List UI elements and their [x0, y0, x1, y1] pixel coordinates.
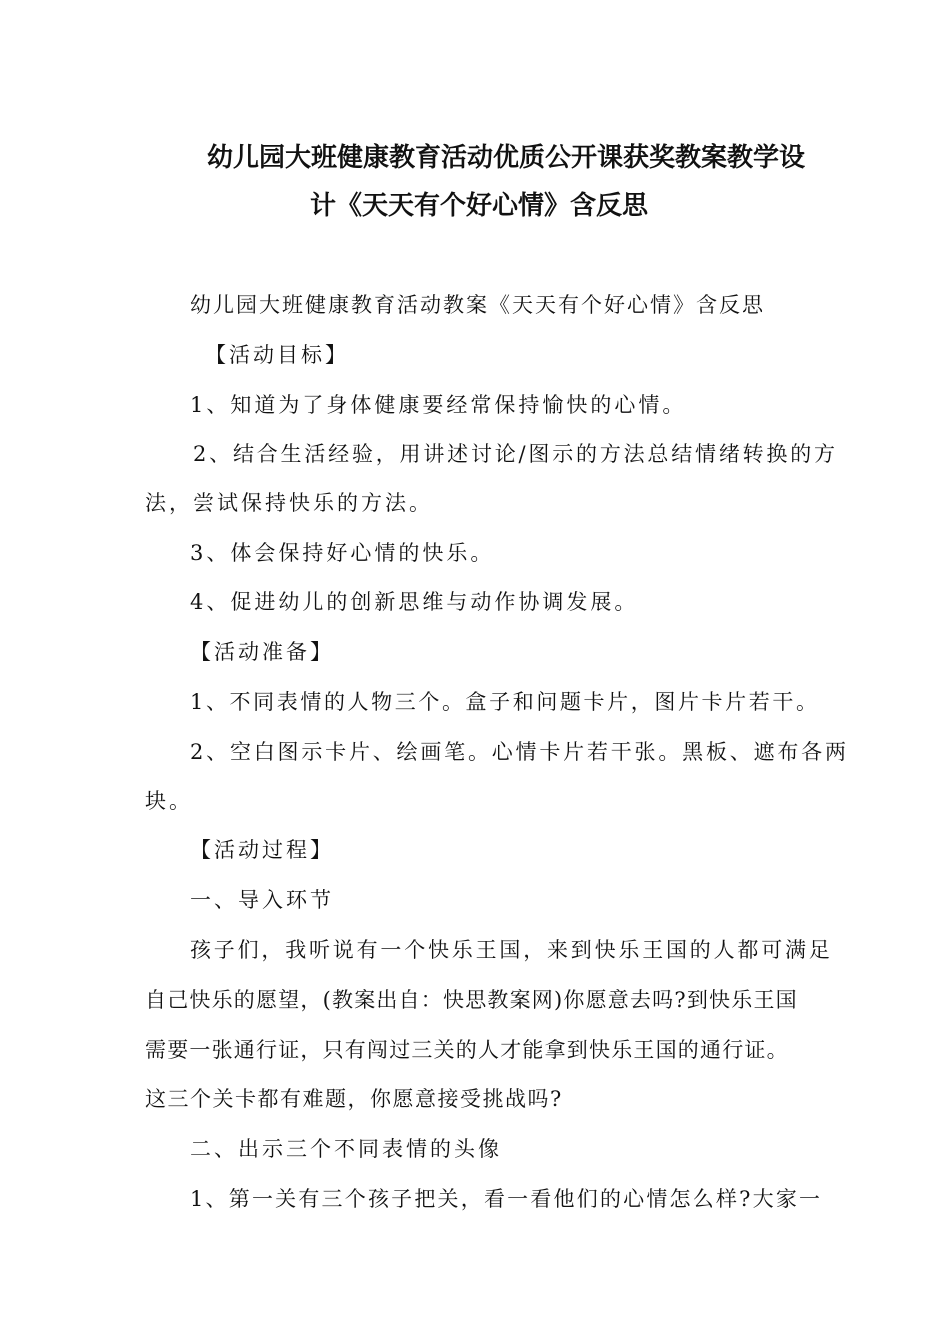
goal-item-1: 1、知道为了身体健康要经常保持愉快的心情。 — [190, 393, 687, 417]
step-2-heading: 二、出示三个不同表情的头像 — [190, 1137, 502, 1161]
section-heading-preparation: 【活动准备】 — [190, 640, 334, 664]
section-heading-goals: 【活动目标】 — [205, 343, 349, 367]
prep-item-2-line-2: 块。 — [145, 789, 193, 813]
paragraph-1-line-3: 需要一张通行证，只有闯过三关的人才能拿到快乐王国的通行证。 — [145, 1038, 789, 1062]
prep-item-2-line-1: 2、空白图示卡片、绘画笔。心情卡片若干张。黑板、遮布各两 — [190, 740, 849, 764]
goal-item-3: 3、体会保持好心情的快乐。 — [190, 541, 495, 565]
paragraph-1-line-4: 这三个关卡都有难题，你愿意接受挑战吗? — [145, 1087, 563, 1111]
paragraph-1-line-2: 自己快乐的愿望，(教案出自：快思教案网)你愿意去吗?到快乐王国 — [145, 988, 798, 1012]
step-1-heading: 一、导入环节 — [190, 888, 334, 912]
document-subtitle: 幼儿园大班健康教育活动教案《天天有个好心情》含反思 — [190, 293, 765, 317]
prep-item-1: 1、不同表情的人物三个。盒子和问题卡片，图片卡片若干。 — [190, 690, 820, 714]
goal-item-4: 4、促进幼儿的创新思维与动作协调发展。 — [190, 590, 639, 614]
paragraph-2-line-1: 1、第一关有三个孩子把关，看一看他们的心情怎么样?大家一 — [190, 1187, 823, 1211]
document-title-line-2: 计《天天有个好心情》含反思 — [310, 191, 649, 221]
goal-item-2-line-1: 2、结合生活经验，用讲述讨论/图示的方法总结情绪转换的方 — [193, 442, 838, 466]
paragraph-1-line-1: 孩子们，我听说有一个快乐王国，来到快乐王国的人都可满足 — [190, 938, 833, 962]
goal-item-2-line-2: 法，尝试保持快乐的方法。 — [145, 491, 433, 515]
document-title-line-1: 幼儿园大班健康教育活动优质公开课获奖教案教学设 — [207, 143, 806, 173]
section-heading-process: 【活动过程】 — [190, 838, 334, 862]
